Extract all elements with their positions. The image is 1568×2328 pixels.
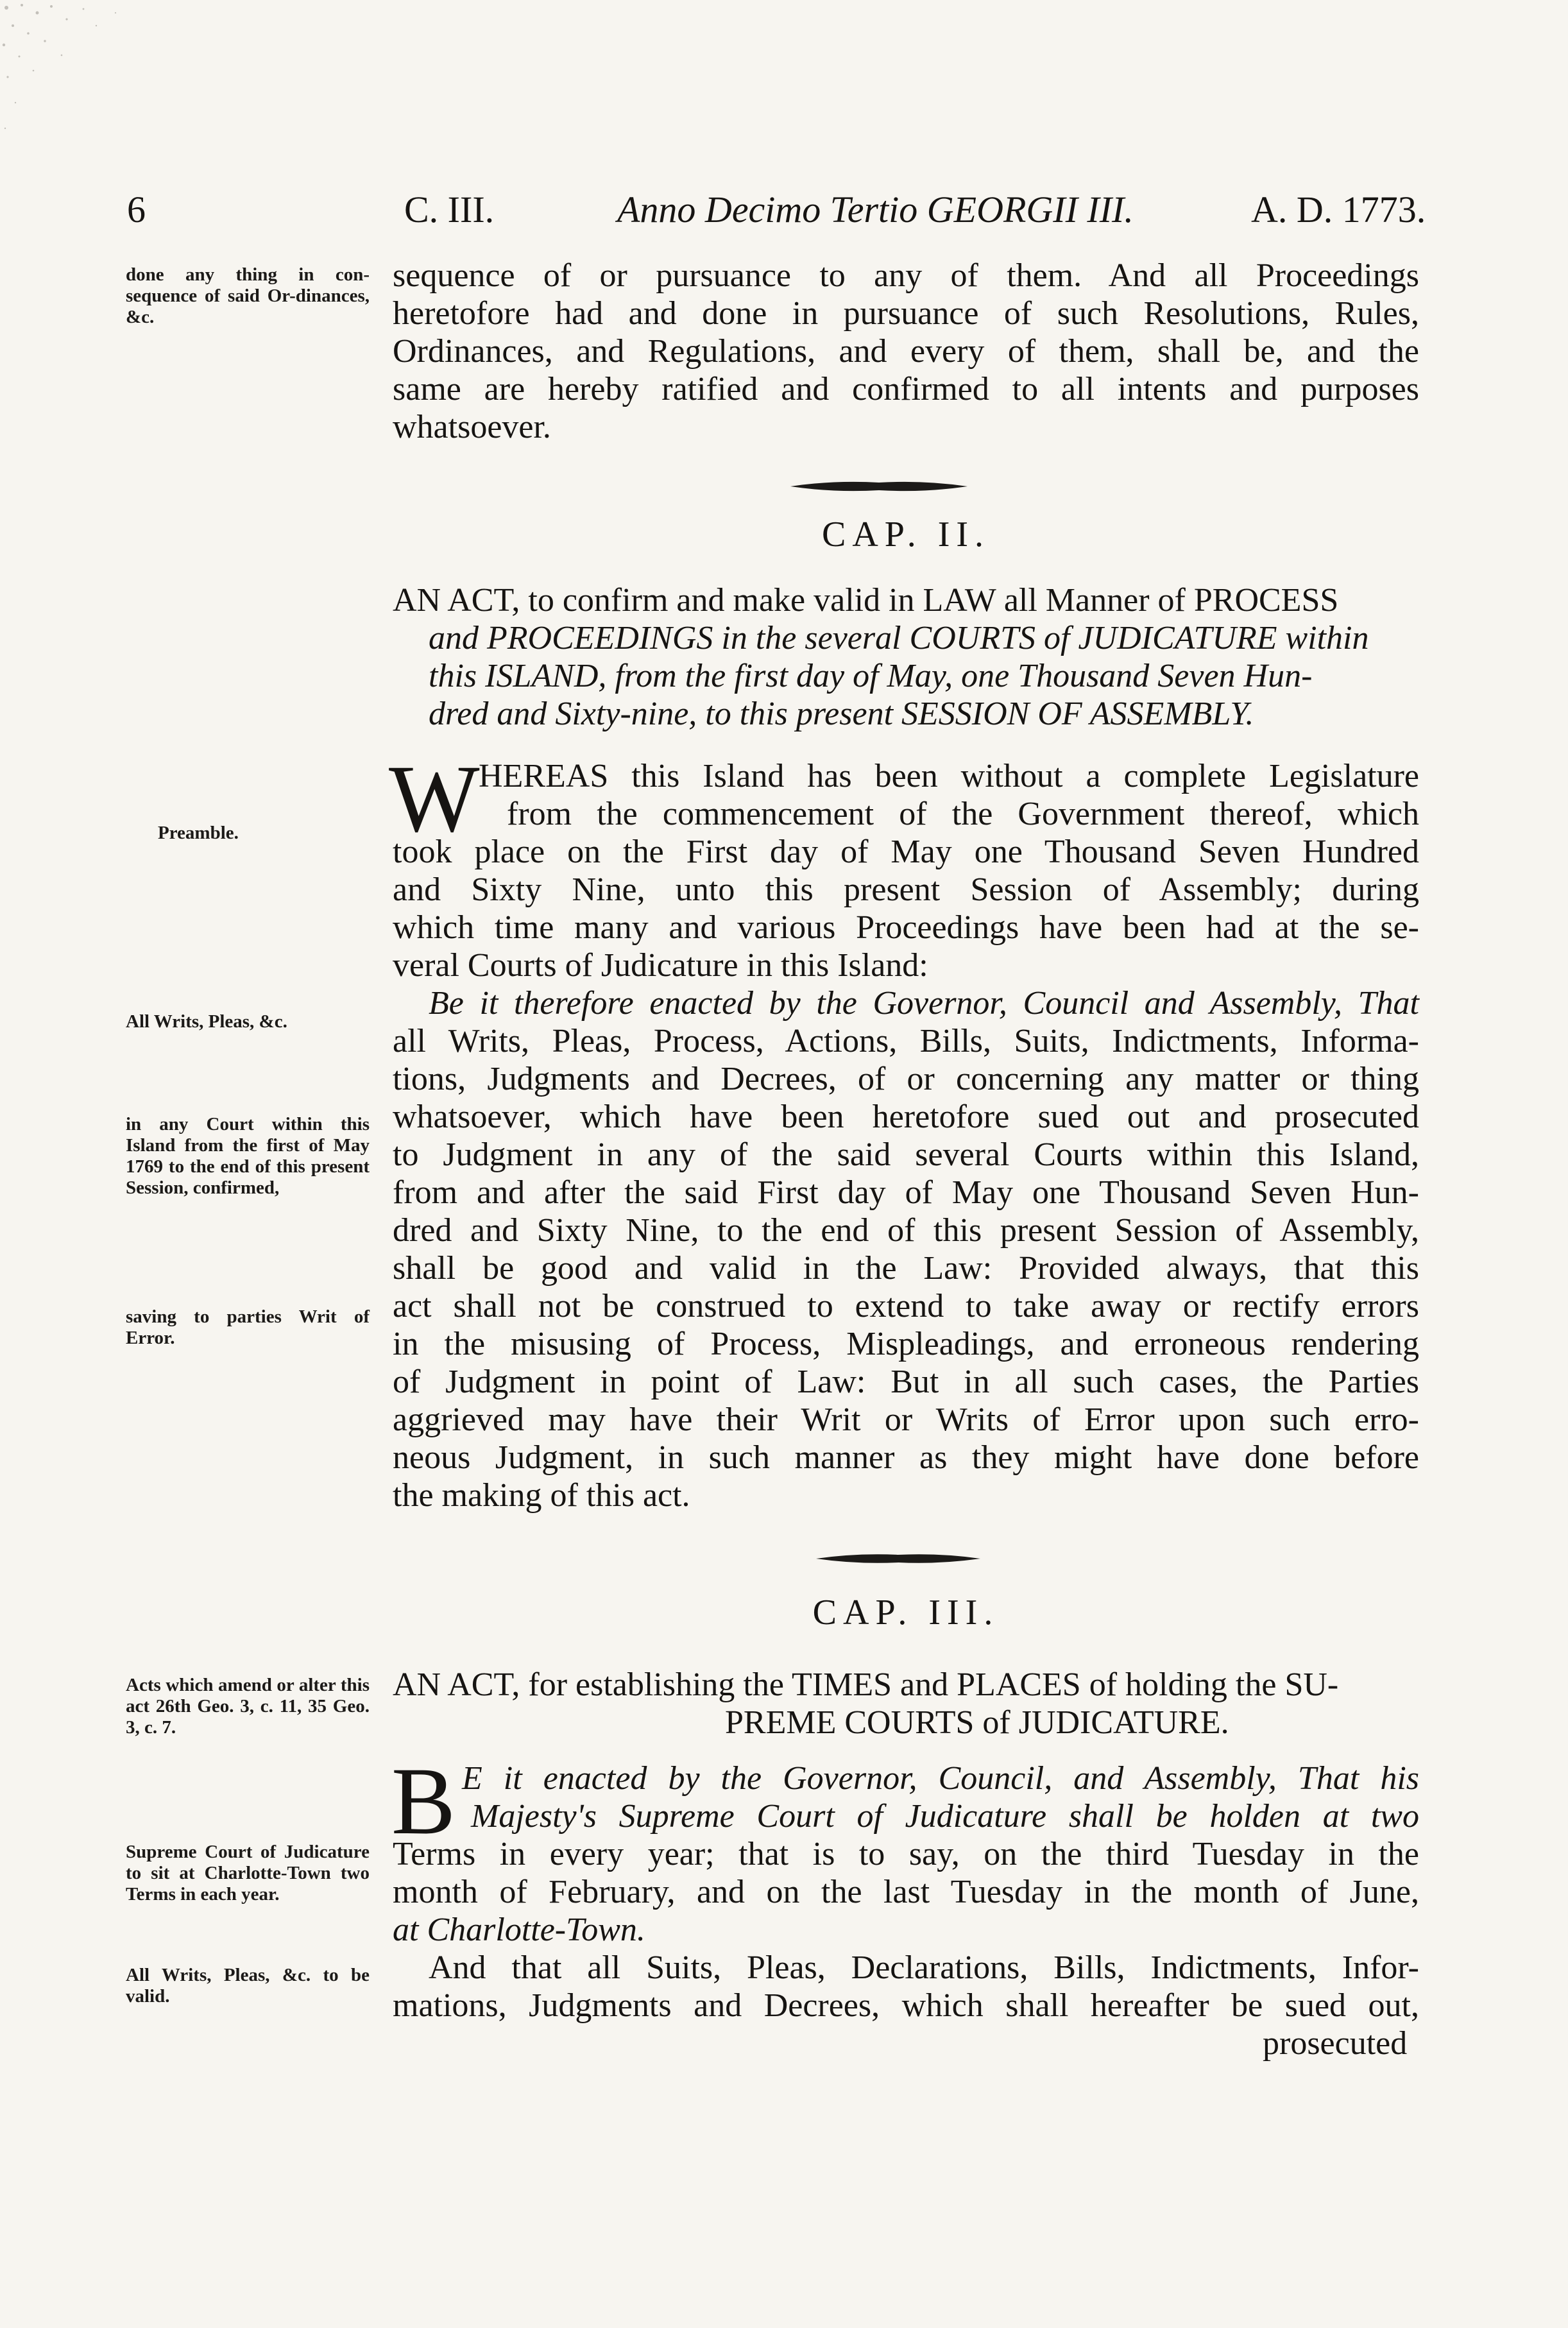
body-line: in the misusing of Process, Mispleadings, and erroneous rendering <box>393 1326 1419 1362</box>
body-line: of Judgment in point of Law: But in all such cases, the Parties <box>393 1364 1419 1400</box>
body-line: HEREAS this Island has been without a complete Legislature <box>479 758 1419 794</box>
body-line: Be it therefore enacted by the Governor, Council and Assembly, That <box>429 985 1419 1022</box>
running-head-reign: Anno Decimo Tertio GEORGII III. <box>617 189 1134 230</box>
drop-cap: B <box>391 1748 456 1854</box>
body-line: the making of this act. <box>393 1477 690 1514</box>
margin-note: done any thing in con-sequence of said Or-dinances, &c. <box>126 264 370 327</box>
body-line: Majesty's Supreme Court of Judicature shall be holden at two <box>471 1798 1419 1835</box>
margin-note: Supreme Court of Judicature to sit at Charlotte-Town two Terms in each year. <box>126 1842 370 1904</box>
body-line: to Judgment in any of the said several Courts within this Island, <box>393 1136 1419 1173</box>
body-line: shall be good and valid in the Law: Provided always, that this <box>393 1250 1419 1287</box>
body-line: heretofore had and done in pursuance of such Resolutions, Rules, <box>393 295 1419 332</box>
body-line: dred and Sixty Nine, to the end of this present Session of Assembly, <box>393 1212 1419 1249</box>
body-line: from the commencement of the Government thereof, which <box>507 796 1419 832</box>
body-line: which time many and various Proceedings have been had at the se- <box>393 909 1419 946</box>
body-line: whatsoever. <box>393 409 551 445</box>
running-head-year: A. D. 1773. <box>1251 189 1426 230</box>
paper-stain-decoration <box>0 0 167 154</box>
act-title-line: AN ACT, for establishing the TIMES and PLACES of holding the SU- <box>393 1666 1339 1703</box>
body-line: Terms in every year; that is to say, on the third Tuesday in the <box>393 1836 1419 1872</box>
body-line: at Charlotte-Town. <box>393 1912 645 1948</box>
act-title-line: this ISLAND, from the first day of May, one Thousand Seven Hun- <box>429 658 1313 694</box>
catchword: prosecuted <box>1263 2025 1408 2062</box>
ornament-divider <box>789 479 969 494</box>
ornament-divider <box>815 1552 982 1566</box>
body-line: month of February, and on the last Tuesday in the month of June, <box>393 1874 1419 1910</box>
body-line: all Writs, Pleas, Process, Actions, Bills, Suits, Indictments, Informa- <box>393 1023 1419 1059</box>
chapter-heading: CAP. III. <box>812 1593 1000 1632</box>
body-line: E it enacted by the Governor, Council, and Assembly, That his <box>462 1760 1419 1797</box>
body-line: neous Judgment, in such manner as they might have done before <box>393 1439 1419 1476</box>
margin-note: in any Court within this Island from the first of May 1769 to the end of this present Session, confirmed, <box>126 1114 370 1198</box>
margin-note: saving to parties Writ of Error. <box>126 1306 370 1348</box>
body-line: Ordinances, and Regulations, and every of them, shall be, and the <box>393 333 1419 370</box>
body-line: sequence of or pursuance to any of them. And all Proceedings <box>393 257 1419 294</box>
body-line: took place on the First day of May one Thousand Seven Hundred <box>393 834 1419 870</box>
margin-note: All Writs, Pleas, &c. <box>126 1011 287 1032</box>
body-line: from and after the said First day of May one Thousand Seven Hun- <box>393 1174 1419 1211</box>
margin-note: Acts which amend or alter this act 26th Geo. 3, c. 11, 35 Geo. 3, c. 7. <box>126 1675 370 1738</box>
body-line: mations, Judgments and Decrees, which shall hereafter be sued out, <box>393 1987 1419 2024</box>
body-line: same are hereby ratified and confirmed to all intents and purposes <box>393 371 1419 407</box>
act-title-line: PREME COURTS of JUDICATURE. <box>725 1704 1229 1741</box>
margin-note: All Writs, Pleas, &c. to be valid. <box>126 1965 370 2007</box>
running-head-chapter: C. III. <box>404 189 495 230</box>
body-line: aggrieved may have their Writ or Writs of Error upon such erro- <box>393 1401 1419 1438</box>
page-number: 6 <box>127 189 146 230</box>
body-line: veral Courts of Judicature in this Island: <box>393 947 928 984</box>
body-line: tions, Judgments and Decrees, of or concerning any matter or thing <box>393 1061 1419 1097</box>
body-line: act shall not be construed to extend to take away or rectify errors <box>393 1288 1419 1324</box>
body-line: whatsoever, which have been heretofore sued out and prosecuted <box>393 1099 1419 1135</box>
act-title-line: and PROCEEDINGS in the several COURTS of JUDICATURE within <box>429 620 1369 656</box>
chapter-heading: CAP. II. <box>821 515 991 554</box>
body-line: and Sixty Nine, unto this present Session of Assembly; during <box>393 871 1419 908</box>
margin-note: Preamble. <box>158 823 239 843</box>
act-title-line: dred and Sixty-nine, to this present SESSION OF ASSEMBLY. <box>429 696 1254 732</box>
act-title-line: AN ACT, to confirm and make valid in LAW all Manner of PROCESS <box>393 582 1339 619</box>
drop-cap: W <box>389 746 480 852</box>
body-line: And that all Suits, Pleas, Declarations, Bills, Indictments, Infor- <box>429 1949 1419 1986</box>
